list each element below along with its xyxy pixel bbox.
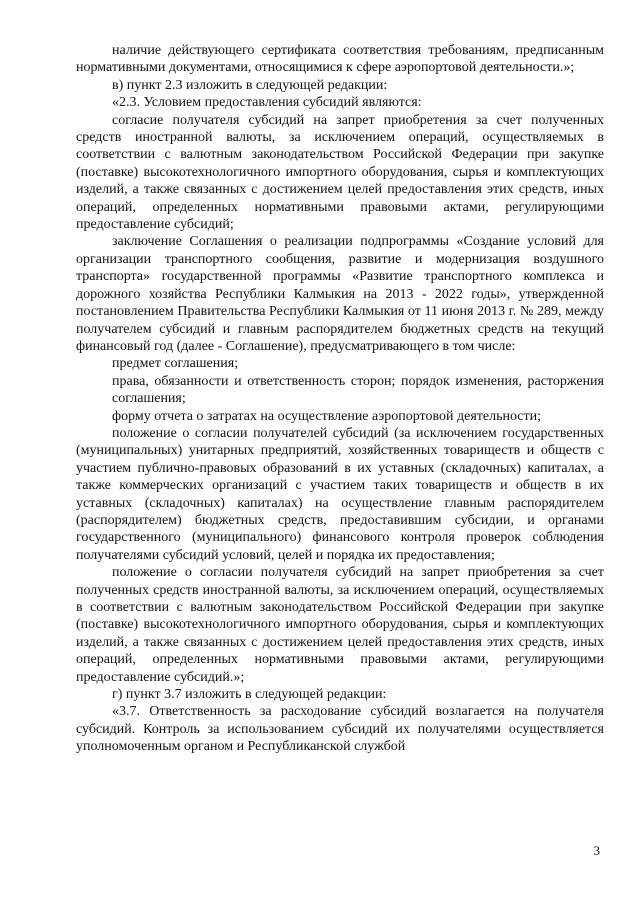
paragraph-item-v: в) пункт 2.3 изложить в следующей редакции: — [112, 77, 388, 93]
paragraph-clause-2-3: «2.3. Условием предоставления субсидий являются: — [112, 95, 422, 111]
paragraph-audit-consent: положение о согласии получателей субсидий (за исключением государственных (муниципальных) унитарных предприятий, хозяйственных товариществ и обществ с участием публично-правовых образований в их уставных (складочных) капиталах, а также коммерческих организаций с участием таких товариществ и обществ в их уставных (складочных) капиталах) на осуществление главным распорядителем (распорядителем) бюджетных средств, предоставившим субсидии, и органами государственного (муниципального) финансового контроля проверок соблюдения получателями субсидий условий, целей и порядка их предоставления; — [76, 425, 604, 563]
paragraph-agreement-subject: предмет соглашения; — [112, 356, 239, 372]
paragraph-rights-obligations: права, обязанности и ответственность сторон; порядок изменения, расторжения соглашения; — [112, 373, 604, 407]
paragraph-currency-ban: положение о согласии получателя субсидий на запрет приобретения за счет полученных средств иностранной валюты, за исключением операций, осуществляемых в соответствии с валютным законодательством Российской Федерации при закупке (поставке) высокотехнологичного импортного оборудования, сырья и комплектующих изделий, а также связанных с достижением целей предоставления этих средств, иных операций, определенных нормативными правовыми актами, регулирующими предоставление субсидий.»; — [76, 565, 604, 685]
document-body — [76, 42, 604, 756]
paragraph-certificate-end: наличие действующего сертификата соответствия требованиям, предписанным нормативными документами, относящимися к сфере аэропортовой деятельности.»; — [76, 43, 604, 76]
page-number: 3 — [593, 843, 600, 858]
paragraph-item-g: г) пункт 3.7 изложить в следующей редакции: — [112, 687, 387, 703]
paragraph-currency-consent: согласие получателя субсидий на запрет приобретения за счет полученных средств иностранной валюты, за исключением операций, осуществляемых в соответствии с валютным законодательством Российской Федерации при закупке (поставке) высокотехнологичного импортного оборудования, сырья и комплектующих изделий, а также связанных с достижением целей предоставления этих средств, иных операций, определенных нормативными правовыми актами, регулирующими предоставление субсидий; — [76, 112, 604, 233]
paragraph-report-form: форму отчета о затратах на осуществление аэропортовой деятельности; — [112, 408, 542, 424]
paragraph-clause-3-7: «3.7. Ответственность за расходование субсидий возлагается на получателя субсидий. Контроль за использованием субсидий их получателями осуществляется уполномоченным органом и Республиканской службой — [76, 704, 604, 755]
paragraph-agreement: заключение Соглашения о реализации подпрограммы «Создание условий для организации транспортного сообщения, развитие и модернизация воздушного транспорта» государственной программы «Развитие транспортного комплекса и дорожного хозяйства Республики Калмыкия на 2013 - 2022 годы», утвержденной постановлением Правительства Республики Калмыкия от 11 июня 2013 г. № 289, между получателем субсидий и главным распорядителем бюджетных средств на текущий финансовый год (далее - Соглашение), предусматривающего в том числе: — [76, 234, 604, 354]
